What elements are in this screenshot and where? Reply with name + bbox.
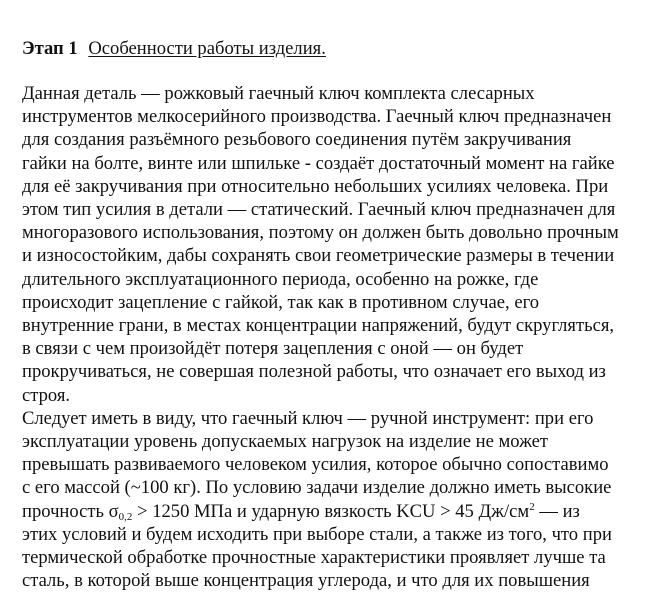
text-line: длительного эксплуатационного периода, особенно на рожке, где — [22, 268, 539, 290]
text-line: Данная деталь — рожковый гаечный ключ комплекта слесарных — [22, 83, 535, 104]
section-heading — [22, 36, 662, 62]
paragraph-requirements — [22, 407, 662, 592]
text-line: внутренние грани, в местах концентрации напряжений, будут скругляться, — [22, 315, 615, 337]
text-line: этом тип усилия в детали — статический. Гаечный ключ предназначен для — [22, 199, 616, 221]
strength-values: > 1250 МПа и ударную вязкость KCU > 45 Дж/см — [132, 500, 530, 522]
paragraph-product-description — [22, 82, 662, 407]
text-line: превышать развиваемого человеком усилия, которое обычно сопоставимо — [22, 454, 609, 476]
text-line: и износостойким, дабы сохранять свои геометрические размеры в течении — [22, 245, 615, 267]
text-line: эксплуатации уровень допускаемых нагрузок на изделие не может — [22, 431, 549, 453]
text-line: сталь, в которой выше концентрация углерода, и что для их повышения — [22, 570, 590, 592]
text-line: Следует иметь в виду, что гаечный ключ — ручной инструмент: при его — [22, 407, 594, 429]
text-line: происходит зацепление с гайкой, так как в противном случае, его — [22, 291, 540, 313]
text-line: строя. — [22, 384, 71, 406]
strength-suffix: — из — [534, 500, 580, 522]
stage-label: Этап 1 — [22, 38, 78, 59]
text-line: этих условий и будем исходить при выборе стали, а также из того, что при — [22, 523, 612, 545]
unit-superscript: 2 — [529, 500, 535, 513]
document-page — [22, 36, 662, 592]
strength-prefix: прочность σ — [22, 500, 119, 522]
strength-requirement-line — [22, 500, 662, 523]
text-line: многоразового использования, поэтому он должен быть довольно прочным — [22, 222, 619, 244]
text-line: прокручиваться, не совершая полезной работы, что означает его выход из — [22, 361, 606, 383]
text-line: для её закручивания при относительно небольших усилиях человека. При — [22, 175, 609, 197]
text-line: термической обработке прочностные характеристики проявляет лучше та — [22, 547, 606, 569]
yield-strength-subscript: 0,2 — [118, 510, 133, 523]
text-line: в связи с чем произойдёт потеря зацепления с оной — он будет — [22, 338, 524, 360]
text-line: для создания разъёмного резьбового соединения путём закручивания — [22, 129, 572, 151]
text-line: инструментов мелкосерийного производства. Гаечный ключ предназначен — [22, 106, 612, 128]
text-line: с его массой (~100 кг). По условию задачи изделие должно иметь высокие — [22, 477, 612, 499]
text-line: гайки на болте, винте или шпильке - создаёт достаточный момент на гайке — [22, 152, 615, 174]
section-title: Особенности работы изделия. — [88, 38, 326, 59]
